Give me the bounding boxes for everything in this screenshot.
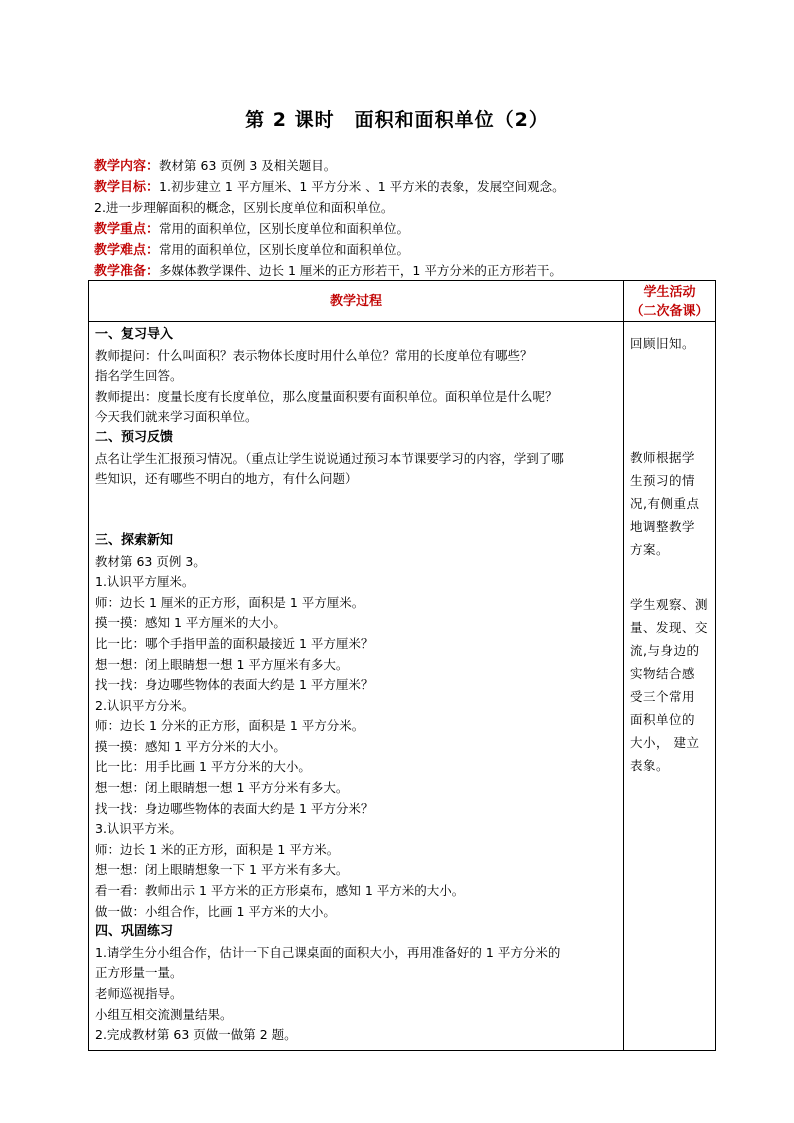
process-column xyxy=(89,322,624,1050)
side-note-line: 流,与身边的 xyxy=(630,643,700,658)
header-process: 教学过程 xyxy=(89,281,624,322)
process-line: 教师提出：度量长度有长度单位，那么度量面积要有面积单位。面积单位是什么呢？ xyxy=(95,388,558,404)
side-note-line: 面积单位的 xyxy=(630,712,696,727)
side-note-line: 受三个常用 xyxy=(630,689,696,704)
process-line: 教材第 63 页例 3。 xyxy=(95,553,206,569)
process-line: 做一做：小组合作，比画 1 平方米的大小。 xyxy=(95,903,336,919)
process-line: 师：边长 1 厘米的正方形，面积是 1 平方厘米。 xyxy=(95,594,365,610)
section-heading: 一、复习导入 xyxy=(95,327,174,342)
side-note-line: 况,有侧重点 xyxy=(630,496,700,511)
process-line: 看一看：教师出示 1 平方米的正方形桌布，感知 1 平方米的大小。 xyxy=(95,883,465,899)
process-line: 想一想：闭上眼睛想象一下 1 平方米有多大。 xyxy=(95,862,349,878)
process-line: 2.完成教材第 63 页做一做第 2 题。 xyxy=(95,1027,297,1043)
process-line: 点名让学生汇报预习情况。（重点让学生说说通过预习本节课要学习的内容，学到了哪 xyxy=(95,450,564,466)
side-note-line: 大小， 建立 xyxy=(630,735,700,750)
meta-difficulty xyxy=(94,239,734,260)
side-note-review xyxy=(630,332,710,355)
process-line: 3.认识平方米。 xyxy=(95,821,182,837)
meta-content xyxy=(94,155,734,176)
header-side-line2: （二次备课） xyxy=(630,304,709,319)
key-text: 常用的面积单位，区别长度单位和面积单位。 xyxy=(159,221,410,236)
side-note-line: 生预习的情 xyxy=(630,473,696,488)
process-line: 想一想：闭上眼睛想一想 1 平方分米有多大。 xyxy=(95,780,349,796)
meta-goal-2 xyxy=(94,197,734,218)
meta-prep xyxy=(94,260,734,281)
header-side-line1: 学生活动 xyxy=(643,285,696,300)
process-line: 1.认识平方厘米。 xyxy=(95,574,195,590)
meta-key xyxy=(94,218,734,239)
process-line: 找一找：身边哪些物体的表面大约是 1 平方厘米？ xyxy=(95,677,374,693)
side-note-line: 方案。 xyxy=(630,542,670,557)
side-note-line: 表象。 xyxy=(630,758,670,773)
process-line: 2.认识平方分米。 xyxy=(95,697,195,713)
content-text: 教材第 63 页例 3 及相关题目。 xyxy=(159,158,337,173)
meta-goal xyxy=(94,176,734,197)
section-heading: 二、预习反馈 xyxy=(95,429,174,445)
process-line: 摸一摸：感知 1 平方分米的大小。 xyxy=(95,738,286,754)
goal-label: 教学目标： xyxy=(94,180,160,195)
side-note-line: 量、发现、交 xyxy=(630,620,709,635)
side-note-explore xyxy=(630,593,710,777)
process-line: 师：边长 1 分米的正方形，面积是 1 平方分米。 xyxy=(95,718,365,734)
side-note-preview xyxy=(630,446,710,561)
lesson-meta xyxy=(94,155,734,281)
header-student-activity xyxy=(624,281,715,322)
process-line: 师：边长 1 米的正方形，面积是 1 平方米。 xyxy=(95,841,340,857)
difficulty-text: 常用的面积单位，区别长度单位和面积单位。 xyxy=(159,242,410,257)
process-line: 比一比：哪个手指甲盖的面积最接近 1 平方厘米？ xyxy=(95,635,374,651)
page-title: 第 2 课时 面积和面积单位（2） xyxy=(245,109,549,131)
section-heading: 三、探索新知 xyxy=(95,532,174,548)
lesson-table xyxy=(88,280,716,1051)
process-line: 小组互相交流测量结果。 xyxy=(95,1006,233,1022)
process-line: 比一比：用手比画 1 平方分米的大小。 xyxy=(95,759,311,775)
process-line: 今天我们就来学习面积单位。 xyxy=(95,409,258,425)
process-line: 正方形量一量。 xyxy=(95,965,183,981)
process-line: 找一找：身边哪些物体的表面大约是 1 平方分米？ xyxy=(95,800,374,816)
difficulty-label: 教学难点： xyxy=(94,243,160,258)
process-line: 指名学生回答。 xyxy=(95,368,183,384)
side-note-line: 回顾旧知。 xyxy=(630,336,696,351)
content-label: 教学内容： xyxy=(94,159,160,174)
activity-column xyxy=(624,322,715,1050)
goal-text: 1.初步建立 1 平方厘米、1 平方分米 、1 平方米的表象，发展空间观念。 xyxy=(159,179,565,194)
process-line: 教师提问：什么叫面积？表示物体长度时用什么单位？常用的长度单位有哪些？ xyxy=(95,347,533,363)
process-line: 1.请学生分小组合作，估计一下自己课桌面的面积大小，再用准备好的 1 平方分米的 xyxy=(95,944,561,960)
goal-text-2: 2.进一步理解面积的概念，区别长度单位和面积单位。 xyxy=(94,200,394,215)
process-line xyxy=(95,510,617,531)
process-line: 些知识，还有哪些不明白的地方，有什么问题） xyxy=(95,471,358,487)
side-note-line: 实物结合感 xyxy=(630,666,696,681)
key-label: 教学重点： xyxy=(94,222,160,237)
side-note-line: 教师根据学 xyxy=(630,450,696,465)
side-note-line: 地调整教学 xyxy=(630,519,696,534)
process-line xyxy=(95,490,617,511)
prep-label: 教学准备： xyxy=(94,264,160,279)
process-line: 老师巡视指导。 xyxy=(95,986,183,1001)
process-line: 摸一摸：感知 1 平方厘米的大小。 xyxy=(95,615,286,631)
section-heading: 四、巩固练习 xyxy=(95,924,174,940)
prep-text: 多媒体教学课件、边长 1 厘米的正方形若干，1 平方分米的正方形若干。 xyxy=(159,263,562,278)
side-note-line: 学生观察、测 xyxy=(630,597,709,612)
process-line: 想一想：闭上眼睛想一想 1 平方厘米有多大。 xyxy=(95,656,349,672)
